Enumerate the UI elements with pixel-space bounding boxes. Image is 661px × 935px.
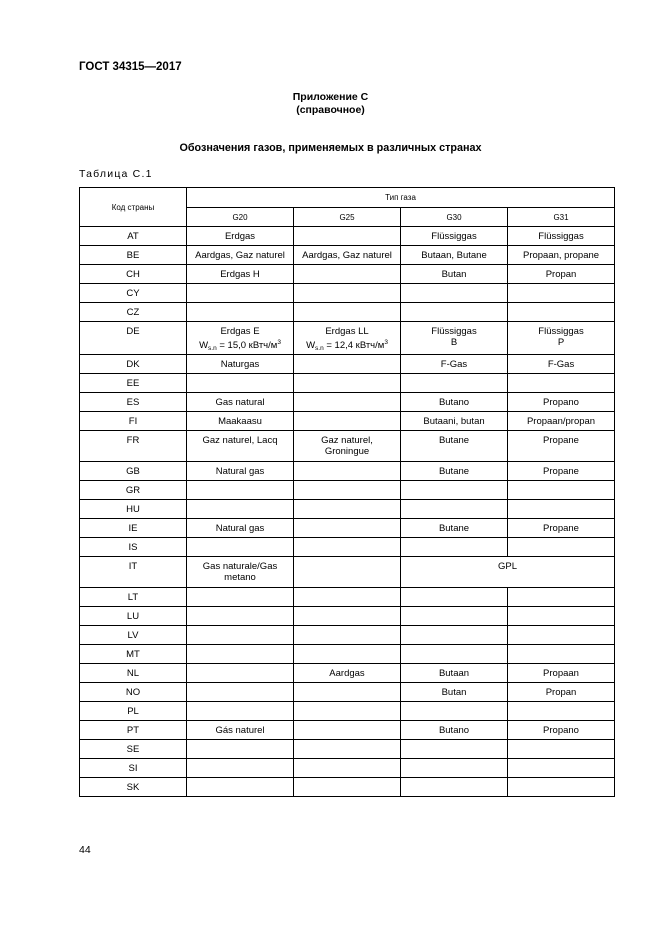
cell-g31 xyxy=(508,431,615,462)
cell-g31 xyxy=(508,303,615,322)
g25-text: Aardgas, Gaz naturel xyxy=(302,250,392,261)
g31-text: Flüssiggas xyxy=(538,326,584,337)
country-code-cell: IS xyxy=(80,538,187,557)
cell-g20 xyxy=(187,462,294,481)
cell-g20 xyxy=(187,557,294,588)
g25-text: Gaz naturel, xyxy=(321,435,373,446)
formula-subscript: s.n xyxy=(315,345,324,352)
appendix-heading xyxy=(0,91,661,117)
cell-g31 xyxy=(508,322,615,355)
cell-g30 xyxy=(401,721,508,740)
cell-g31 xyxy=(508,519,615,538)
table-row xyxy=(80,227,615,246)
g31-text: Propaan xyxy=(543,668,579,679)
cell-g30 xyxy=(401,303,508,322)
cell-g25 xyxy=(294,355,401,374)
cell-g31 xyxy=(508,393,615,412)
country-code-cell: LT xyxy=(80,588,187,607)
g31-text: Propane xyxy=(543,435,579,446)
country-code-cell: NO xyxy=(80,683,187,702)
g20-text: Natural gas xyxy=(215,466,265,477)
country-code-cell: LV xyxy=(80,626,187,645)
cell-g20 xyxy=(187,588,294,607)
table-row xyxy=(80,374,615,393)
country-code-cell: SE xyxy=(80,740,187,759)
cell-g31 xyxy=(508,607,615,626)
section-title: Обозначения газов, применяемых в различных странах xyxy=(179,142,482,154)
cell-g20 xyxy=(187,759,294,778)
country-code-cell: SI xyxy=(80,759,187,778)
cell-g25 xyxy=(294,500,401,519)
formula-superscript: 3 xyxy=(277,339,281,346)
g30-text-line2: B xyxy=(450,337,458,348)
g30-text: Butaani, butan xyxy=(423,416,485,427)
cell-g25 xyxy=(294,374,401,393)
cell-g30 xyxy=(401,778,508,797)
column-header-g25: G25 xyxy=(294,208,401,227)
table-row xyxy=(80,284,615,303)
cell-g30 xyxy=(401,588,508,607)
g30-text: F-Gas xyxy=(440,359,468,370)
g31-text: F-Gas xyxy=(547,359,575,370)
g25-text-line2: Groningue xyxy=(324,446,370,457)
cell-g31 xyxy=(508,721,615,740)
cell-g31 xyxy=(508,412,615,431)
cell-g25 xyxy=(294,519,401,538)
formula-symbol: W xyxy=(199,340,209,351)
g30-text: Butane xyxy=(438,435,470,446)
g31-text: Propan xyxy=(545,687,577,698)
country-code-cell: LU xyxy=(80,607,187,626)
table-row xyxy=(80,393,615,412)
g30-text: Flüssiggas xyxy=(431,231,477,242)
g30-text: Butaan xyxy=(438,668,470,679)
country-code-cell: IE xyxy=(80,519,187,538)
formula-subscript: s.n xyxy=(208,345,217,352)
table-row xyxy=(80,588,615,607)
g31-text: Flüssiggas xyxy=(538,231,584,242)
cell-g30 xyxy=(401,664,508,683)
table-body xyxy=(80,227,615,797)
gas-designation-table xyxy=(79,187,615,797)
g20-text: Naturgas xyxy=(220,359,260,370)
country-code-cell: CH xyxy=(80,265,187,284)
table-row xyxy=(80,702,615,721)
g30-text: Butaan, Butane xyxy=(421,250,487,261)
cell-g20 xyxy=(187,645,294,664)
cell-g31 xyxy=(508,626,615,645)
page-number: 44 xyxy=(79,844,91,856)
g30-text: Butano xyxy=(438,725,470,736)
appendix-subtitle: (справочное) xyxy=(296,104,365,116)
table-row xyxy=(80,626,615,645)
cell-g31 xyxy=(508,683,615,702)
cell-g25 xyxy=(294,740,401,759)
table-row xyxy=(80,322,615,355)
cell-g30 xyxy=(401,284,508,303)
table-row xyxy=(80,500,615,519)
g30-text: Butan xyxy=(441,687,467,698)
cell-g31 xyxy=(508,374,615,393)
country-code-cell: ES xyxy=(80,393,187,412)
g20-text: Gás naturel xyxy=(215,725,265,736)
cell-g30 xyxy=(401,246,508,265)
g30-text: Butane xyxy=(438,466,470,477)
country-code-cell: BE xyxy=(80,246,187,265)
cell-g31 xyxy=(508,227,615,246)
cell-g31 xyxy=(508,246,615,265)
appendix-title: Приложение С xyxy=(292,91,369,103)
cell-g20 xyxy=(187,626,294,645)
g20-formula xyxy=(189,337,291,354)
cell-g31 xyxy=(508,740,615,759)
table-row xyxy=(80,683,615,702)
cell-g31 xyxy=(508,778,615,797)
cell-g20 xyxy=(187,374,294,393)
cell-g30 xyxy=(401,740,508,759)
table-row xyxy=(80,246,615,265)
table-row xyxy=(80,538,615,557)
g31-text: Propan xyxy=(545,269,577,280)
g20-text: Maakaasu xyxy=(218,416,262,427)
cell-g31 xyxy=(508,284,615,303)
country-code-cell: DK xyxy=(80,355,187,374)
country-code-cell: HU xyxy=(80,500,187,519)
cell-g20 xyxy=(187,322,294,355)
cell-g30 xyxy=(401,519,508,538)
document-code: ГОСТ 34315—2017 xyxy=(79,61,182,73)
cell-g25 xyxy=(294,683,401,702)
g31-text: Propano xyxy=(543,725,579,736)
cell-g30 xyxy=(401,355,508,374)
cell-g20 xyxy=(187,778,294,797)
cell-g31 xyxy=(508,265,615,284)
g20-text: Erdgas E xyxy=(220,326,260,337)
cell-g25 xyxy=(294,265,401,284)
cell-g25 xyxy=(294,322,401,355)
cell-g30 xyxy=(401,683,508,702)
cell-g20 xyxy=(187,702,294,721)
cell-g30 xyxy=(401,481,508,500)
table-caption: Таблица С.1 xyxy=(79,168,153,180)
cell-g25 xyxy=(294,393,401,412)
cell-g25 xyxy=(294,557,401,588)
cell-g25 xyxy=(294,759,401,778)
cell-g31 xyxy=(508,500,615,519)
g30-text: Butan xyxy=(441,269,467,280)
table-row xyxy=(80,265,615,284)
g31-text: Propaan, propane xyxy=(522,250,600,261)
cell-g25 xyxy=(294,645,401,664)
cell-g20 xyxy=(187,412,294,431)
cell-g30 xyxy=(401,645,508,664)
cell-g30 xyxy=(401,759,508,778)
country-code-cell: PL xyxy=(80,702,187,721)
cell-g31 xyxy=(508,664,615,683)
cell-g25 xyxy=(294,246,401,265)
column-header-g20: G20 xyxy=(187,208,294,227)
cell-g31 xyxy=(508,355,615,374)
cell-g30 xyxy=(401,626,508,645)
cell-g20 xyxy=(187,740,294,759)
cell-g30 xyxy=(401,412,508,431)
g30-text: Flüssiggas xyxy=(431,326,477,337)
g20-text: Gas natural xyxy=(215,397,265,408)
table-row xyxy=(80,481,615,500)
table-row xyxy=(80,462,615,481)
column-header-gas-type: Тип газа xyxy=(187,188,615,208)
cell-g20 xyxy=(187,265,294,284)
cell-g31 xyxy=(508,538,615,557)
cell-g30 xyxy=(401,500,508,519)
cell-g25 xyxy=(294,303,401,322)
cell-g25 xyxy=(294,588,401,607)
cell-g25 xyxy=(294,227,401,246)
cell-g20 xyxy=(187,721,294,740)
cell-g25 xyxy=(294,664,401,683)
cell-g30 xyxy=(401,607,508,626)
table-row xyxy=(80,721,615,740)
g20-text: Gas naturale/Gas xyxy=(202,561,278,572)
g20-text-line2: metano xyxy=(224,572,256,583)
cell-g25 xyxy=(294,702,401,721)
country-code-cell: IT xyxy=(80,557,187,588)
cell-g25 xyxy=(294,607,401,626)
g31-text: Propano xyxy=(543,397,579,408)
cell-g25 xyxy=(294,284,401,303)
cell-g30 xyxy=(401,374,508,393)
cell-g30 xyxy=(401,265,508,284)
cell-g25 xyxy=(294,412,401,431)
cell-g20 xyxy=(187,303,294,322)
formula-value: = 12,4 кВтч/м xyxy=(323,340,385,351)
cell-g25 xyxy=(294,462,401,481)
table-row xyxy=(80,778,615,797)
g25-formula xyxy=(296,337,398,354)
country-code-cell: NL xyxy=(80,664,187,683)
cell-g31 xyxy=(508,462,615,481)
g30-text: Butane xyxy=(438,523,470,534)
cell-g25 xyxy=(294,538,401,557)
g31-text: Propane xyxy=(543,523,579,534)
cell-g31 xyxy=(508,645,615,664)
g20-text: Natural gas xyxy=(215,523,265,534)
cell-g20 xyxy=(187,355,294,374)
cell-g25 xyxy=(294,721,401,740)
cell-g30 xyxy=(401,393,508,412)
cell-g20 xyxy=(187,284,294,303)
country-code-cell: CY xyxy=(80,284,187,303)
country-code-cell: CZ xyxy=(80,303,187,322)
cell-g31 xyxy=(508,759,615,778)
cell-g30 xyxy=(401,462,508,481)
country-code-cell: SK xyxy=(80,778,187,797)
cell-g20 xyxy=(187,246,294,265)
cell-g20 xyxy=(187,227,294,246)
g31-text: Propaan/propan xyxy=(526,416,596,427)
country-code-cell: GR xyxy=(80,481,187,500)
column-header-country-code: Код страны xyxy=(80,188,187,227)
country-code-cell: DE xyxy=(80,322,187,355)
cell-g20 xyxy=(187,481,294,500)
table-row xyxy=(80,355,615,374)
column-header-g30: G30 xyxy=(401,208,508,227)
cell-g30 xyxy=(401,227,508,246)
cell-g20 xyxy=(187,519,294,538)
cell-g20 xyxy=(187,431,294,462)
g31-text-line2: P xyxy=(557,337,565,348)
cell-g20 xyxy=(187,393,294,412)
table-row xyxy=(80,759,615,778)
cell-g20 xyxy=(187,683,294,702)
country-code-cell: MT xyxy=(80,645,187,664)
g20-text: Aardgas, Gaz naturel xyxy=(195,250,285,261)
g20-text: Erdgas H xyxy=(220,269,260,280)
cell-g31 xyxy=(508,588,615,607)
cell-g20 xyxy=(187,538,294,557)
cell-g30 xyxy=(401,538,508,557)
cell-g31 xyxy=(508,702,615,721)
table-row xyxy=(80,664,615,683)
cell-g20 xyxy=(187,500,294,519)
country-code-cell: PT xyxy=(80,721,187,740)
cell-g25 xyxy=(294,481,401,500)
formula-superscript: 3 xyxy=(384,339,388,346)
cell-g30 xyxy=(401,702,508,721)
table-row xyxy=(80,645,615,664)
table-row xyxy=(80,412,615,431)
cell-g20 xyxy=(187,664,294,683)
formula-symbol: W xyxy=(306,340,316,351)
table-row xyxy=(80,557,615,588)
g31-text: Propane xyxy=(543,466,579,477)
formula-value: = 15,0 кВтч/м xyxy=(216,340,278,351)
cell-g30-g31: GPL xyxy=(401,557,615,588)
cell-g30 xyxy=(401,322,508,355)
country-code-cell: GB xyxy=(80,462,187,481)
cell-g30 xyxy=(401,431,508,462)
cell-g31 xyxy=(508,481,615,500)
g25-text: Aardgas xyxy=(329,668,365,679)
cell-g25 xyxy=(294,626,401,645)
cell-g25 xyxy=(294,431,401,462)
g25-text: Erdgas LL xyxy=(325,326,369,337)
country-code-cell: AT xyxy=(80,227,187,246)
country-code-cell: FR xyxy=(80,431,187,462)
column-header-g31: G31 xyxy=(508,208,615,227)
cell-g20 xyxy=(187,607,294,626)
cell-g25 xyxy=(294,778,401,797)
table-row xyxy=(80,519,615,538)
table-row xyxy=(80,607,615,626)
country-code-cell: FI xyxy=(80,412,187,431)
g20-text: Erdgas xyxy=(224,231,256,242)
g30-text: Butano xyxy=(438,397,470,408)
table-row xyxy=(80,740,615,759)
g20-text: Gaz naturel, Lacq xyxy=(202,435,278,446)
table-row xyxy=(80,431,615,462)
country-code-cell: EE xyxy=(80,374,187,393)
table-row xyxy=(80,303,615,322)
